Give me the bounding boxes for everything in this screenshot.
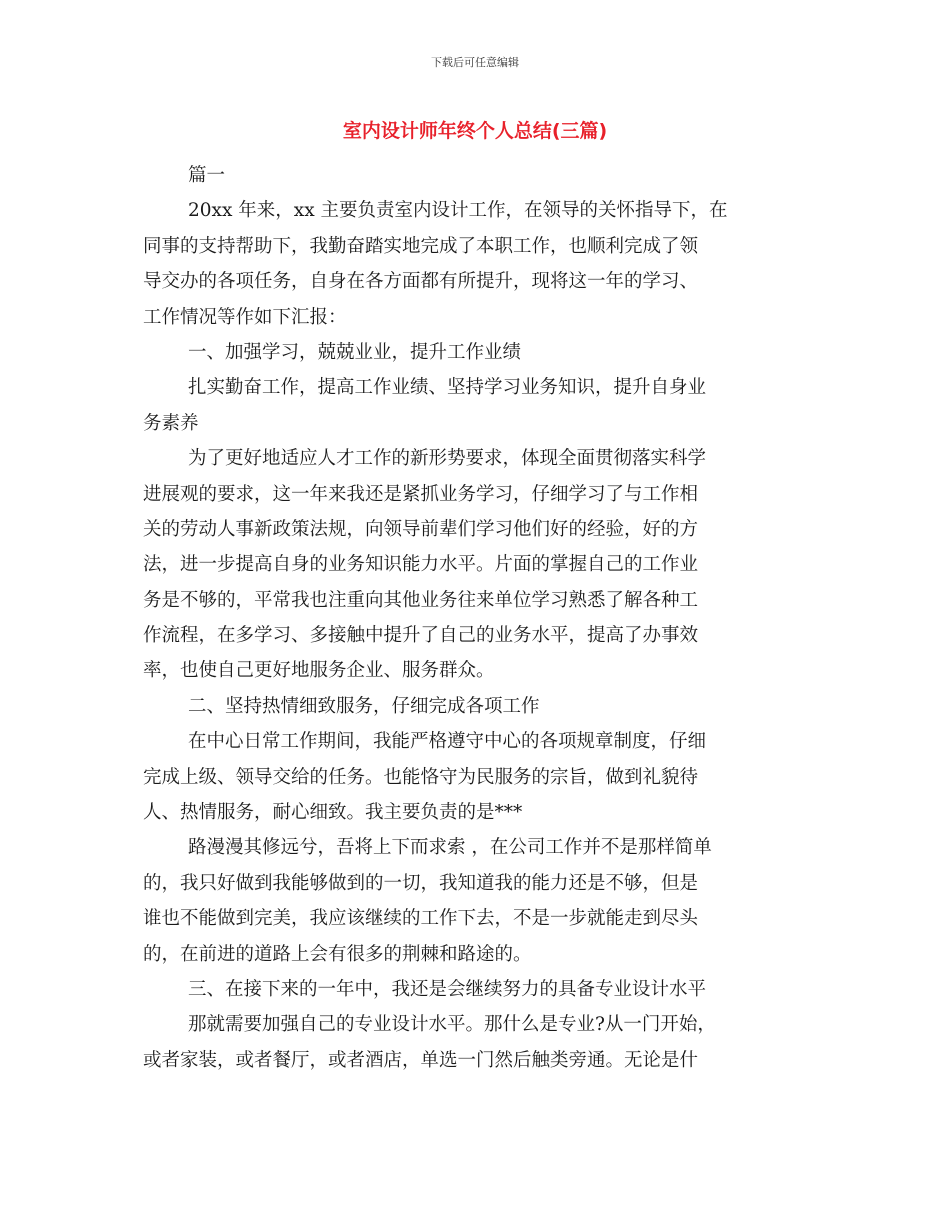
text-line: 的，我只好做到我能够做到的一切，我知道我的能力还是不够，但是 <box>143 872 699 894</box>
text-line: 关的劳动人事新政策法规，向领导前辈们学习他们好的经验，好的方 <box>143 518 699 540</box>
text-line: 进展观的要求，这一年来我还是紧抓业务学习，仔细学习了与工作相 <box>143 483 699 505</box>
text-line: 谁也不能做到完美，我应该继续的工作下去，不是一步就能走到尽头 <box>143 908 699 930</box>
text-line: 一、加强学习，兢兢业业，提升工作业绩 <box>188 341 522 363</box>
text-line: 或者家装，或者餐厅，或者酒店，单选一门然后触类旁通。无论是什 <box>143 1049 699 1071</box>
text-line: 在中心日常工作期间，我能严格遵守中心的各项规章制度，仔细 <box>188 731 707 753</box>
text-line: 二、坚持热情细致服务，仔细完成各项工作 <box>188 695 540 717</box>
header-note: 下载后可任意编辑 <box>431 56 519 69</box>
text-line: 20xx 年来，xx 主要负责室内设计工作，在领导的关怀指导下，在 <box>188 200 728 222</box>
text-line: 率，也使自己更好地服务企业、服务群众。 <box>143 660 495 682</box>
text-line: 篇一 <box>188 165 226 186</box>
text-line: 的，在前进的道路上会有很多的荆棘和路途的。 <box>143 943 532 965</box>
text-line: 完成上级、领导交给的任务。也能恪守为民服务的宗旨，做到礼貌待 <box>143 766 699 788</box>
text-line: 扎实勤奋工作，提高工作业绩、坚持学习业务知识，提升自身业 <box>188 377 707 399</box>
text-line: 务是不够的，平常我也注重向其他业务往来单位学习熟悉了解各种工 <box>143 589 699 611</box>
text-line: 作流程，在多学习、多接触中提升了自己的业务水平，提高了办事效 <box>143 625 699 647</box>
text-line: 务素养 <box>143 412 199 434</box>
text-line: 导交办的各项任务，自身在各方面都有所提升，现将这一年的学习、 <box>143 271 699 293</box>
document-title: 室内设计师年终个人总结(三篇) <box>342 120 608 142</box>
text-line: 工作情况等作如下汇报： <box>143 306 347 328</box>
text-line: 那就需要加强自己的专业设计水平。那什么是专业?从一门开始， <box>188 1014 716 1036</box>
text-line: 三、在接下来的一年中，我还是会继续努力的具备专业设计水平 <box>188 978 707 1000</box>
text-line: 路漫漫其修远兮，吾将上下而求索 ，在公司工作并不是那样简单 <box>188 837 712 859</box>
text-line: 人、热情服务，耐心细致。我主要负责的是*** <box>143 802 523 824</box>
text-line: 为了更好地适应人才工作的新形势要求，体现全面贯彻落实科学 <box>188 448 707 470</box>
document-body <box>143 158 807 1078</box>
text-line: 同事的支持帮助下，我勤奋踏实地完成了本职工作，也顺利完成了领 <box>143 235 699 257</box>
text-line: 法，进一步提高自身的业务知识能力水平。片面的掌握自己的工作业 <box>143 554 699 576</box>
